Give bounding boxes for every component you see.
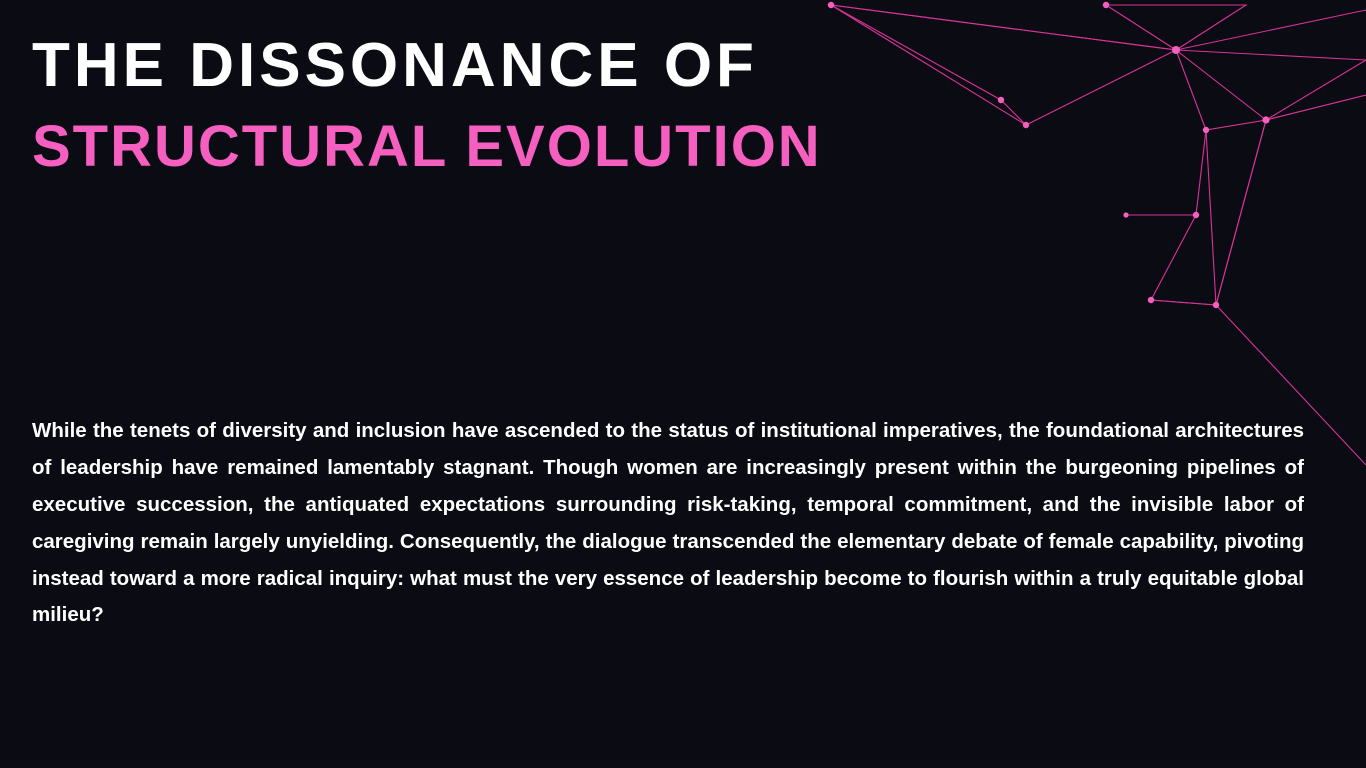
title-line-primary: THE DISSONANCE OF: [32, 31, 758, 100]
title-line-accent: STRUCTURAL EVOLUTION: [32, 113, 822, 179]
body-copy: [32, 413, 1304, 634]
page-title: [32, 28, 852, 178]
body-paragraph: While the tenets of diversity and inclusion have ascended to the status of institutional imperatives, the foundational architectures of leadership have remained lamentably stagnant. Though women are increasingly present within the burgeoning pipelines of executive succession, the antiquated expectations surrounding risk-taking, temporal commitment, and the invisible labor of caregiving remain largely unyielding. Consequently, the dialogue transcended the elementary debate of female capability, pivoting instead toward a more radical inquiry: what must the very essence of leadership become to flourish within a truly equitable global milieu?: [32, 419, 1304, 627]
network-constellation-icon: [826, 0, 1366, 470]
